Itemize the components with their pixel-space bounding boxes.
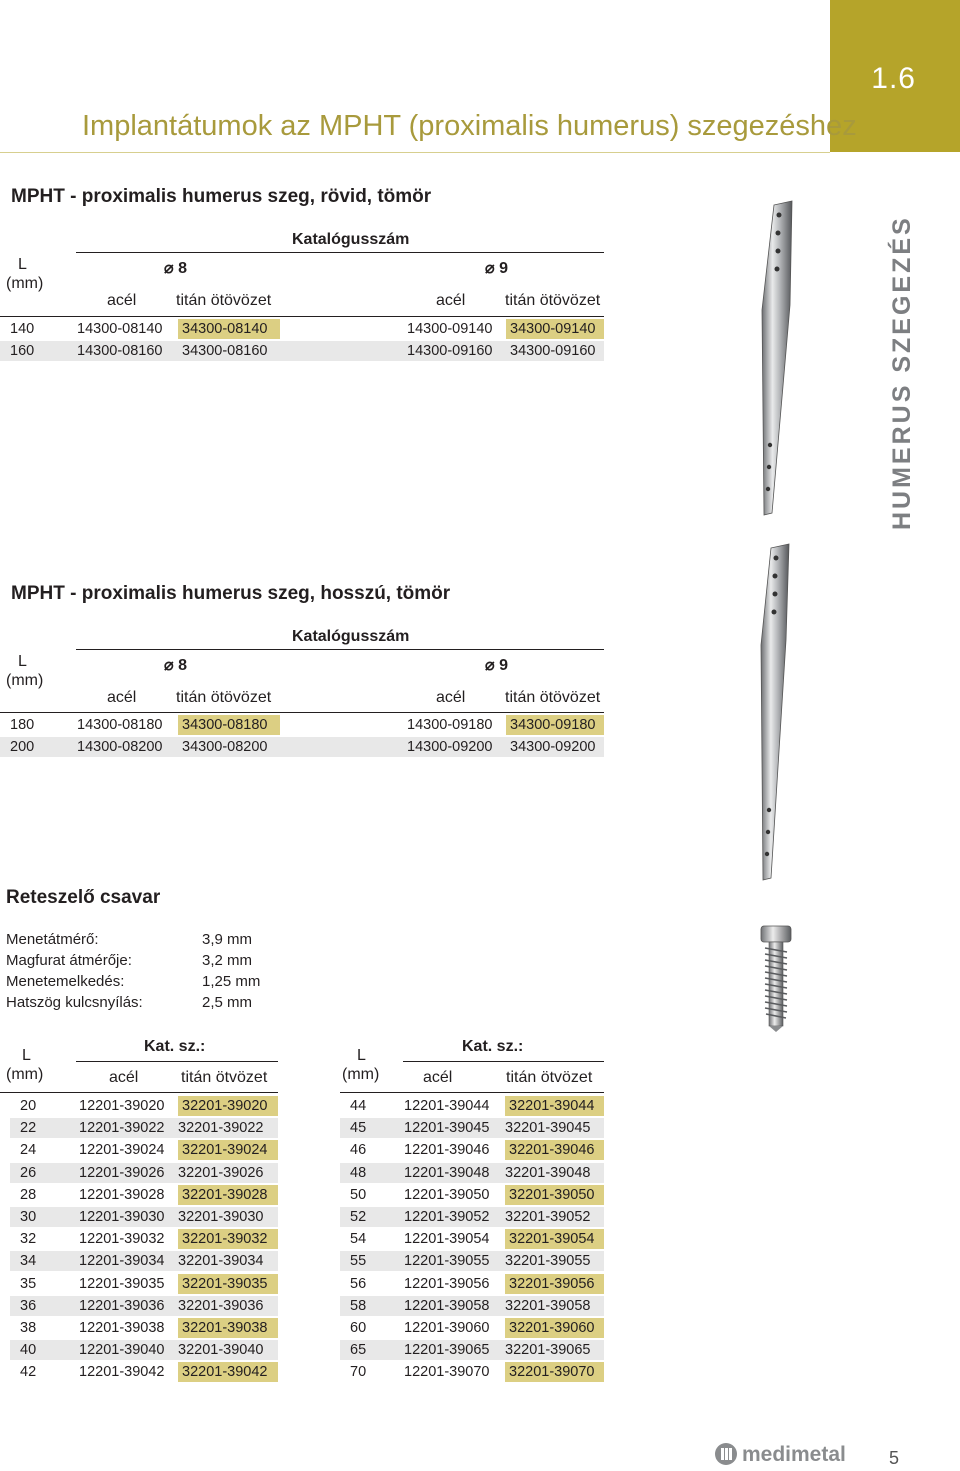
titan-cell: 32201-39055	[505, 1253, 591, 1270]
length-cell: 36	[20, 1297, 37, 1314]
titan-9-cell: 34300-09160	[510, 343, 596, 359]
col-titan: titán ötvözet	[506, 1069, 593, 1086]
titan-8-cell: 34300-08140	[178, 319, 280, 339]
steel-cell: 12201-39022	[79, 1120, 165, 1137]
col-steel-8: acél	[107, 689, 137, 706]
length-cell: 180	[10, 717, 35, 733]
spec-label: Hatszög kulcsnyílás:	[6, 994, 143, 1011]
long-nail-image	[745, 540, 805, 885]
steel-9-cell: 14300-09140	[407, 321, 493, 337]
titan-cell: 32201-39056	[505, 1274, 604, 1294]
steel-cell: 12201-39024	[79, 1142, 165, 1159]
catalog-header: Katalógusszám	[292, 231, 410, 248]
diameter-icon: ⌀	[485, 260, 495, 277]
steel-cell: 12201-39040	[79, 1342, 165, 1359]
titan-cell: 32201-39065	[505, 1342, 591, 1359]
length-cell: 30	[20, 1209, 37, 1225]
length-cell: 38	[20, 1320, 37, 1336]
length-unit-label: (mm)	[6, 275, 44, 292]
titan-9-cell: 34300-09180	[506, 715, 604, 735]
length-label: L	[357, 1047, 366, 1064]
length-cell: 140	[10, 321, 35, 337]
steel-cell: 12201-39070	[404, 1364, 490, 1381]
diameter-8-header: ⌀ 8	[164, 657, 187, 674]
chapter-number: 1.6	[871, 62, 916, 95]
col-steel-9: acél	[436, 292, 466, 309]
diameter-8-header: ⌀ 8	[164, 260, 187, 277]
titan-cell: 32201-39036	[178, 1297, 264, 1314]
spec-label: Magfurat átmérője:	[6, 952, 132, 969]
steel-9-cell: 14300-09160	[407, 343, 493, 359]
col-titan: titán ötvözet	[181, 1069, 268, 1086]
steel-cell: 12201-39056	[404, 1275, 490, 1292]
diameter-icon: ⌀	[164, 657, 174, 674]
steel-cell: 12201-39034	[79, 1253, 165, 1270]
titan-cell: 32201-39048	[505, 1164, 591, 1181]
length-label: L	[18, 256, 27, 273]
steel-8-cell: 14300-08140	[77, 321, 163, 337]
titan-cell: 32201-39040	[178, 1342, 264, 1359]
col-steel: acél	[423, 1069, 453, 1086]
page-title: Implantátumok az MPHT (proximalis humerus) szegezéshez	[82, 110, 857, 142]
titan-cell: 32201-39034	[178, 1253, 264, 1270]
side-section-label: HUMERUS SZEGEZÉS	[888, 215, 916, 530]
steel-cell: 12201-39060	[404, 1320, 490, 1336]
steel-cell: 12201-39042	[79, 1364, 165, 1381]
steel-cell: 12201-39045	[404, 1120, 490, 1137]
length-cell: 26	[20, 1164, 37, 1181]
length-cell: 34	[20, 1253, 37, 1270]
steel-cell: 12201-39054	[404, 1231, 490, 1248]
steel-cell: 12201-39058	[404, 1297, 490, 1314]
col-steel-8: acél	[107, 292, 137, 309]
table-rule	[0, 316, 604, 317]
col-steel-9: acél	[436, 689, 466, 706]
col-titan-9: titán ötövözet	[505, 292, 601, 309]
header-rule	[403, 1061, 604, 1062]
length-unit-label: (mm)	[6, 1066, 44, 1083]
titan-9-cell: 34300-09140	[506, 319, 604, 339]
titan-cell: 32201-39044	[505, 1096, 604, 1116]
steel-8-cell: 14300-08180	[77, 717, 163, 733]
titan-8-cell: 34300-08180	[178, 715, 280, 735]
titan-cell: 32201-39030	[178, 1209, 264, 1225]
col-titan-9: titán ötövözet	[505, 689, 601, 706]
length-cell: 48	[350, 1164, 367, 1181]
steel-cell: 12201-39036	[79, 1297, 165, 1314]
titan-9-cell: 34300-09200	[510, 739, 596, 755]
spec-label: Menetátmérő:	[6, 931, 99, 948]
length-cell: 42	[20, 1364, 37, 1381]
steel-cell: 12201-39052	[404, 1209, 490, 1225]
length-cell: 52	[350, 1209, 367, 1225]
steel-8-cell: 14300-08160	[77, 343, 163, 359]
diameter-9-header: ⌀ 9	[485, 657, 508, 674]
length-cell: 24	[20, 1142, 37, 1159]
kat-header: Kat. sz.:	[462, 1038, 524, 1055]
length-cell: 22	[20, 1120, 37, 1137]
length-unit-label: (mm)	[342, 1066, 380, 1083]
titan-cell: 32201-39042	[178, 1362, 278, 1382]
medimetal-logo-icon	[714, 1442, 738, 1466]
col-titan-8: titán ötövözet	[176, 292, 272, 309]
table-rule	[340, 1092, 604, 1093]
length-cell: 60	[350, 1320, 367, 1336]
titan-cell: 32201-39028	[178, 1185, 278, 1205]
titan-cell: 32201-39020	[178, 1096, 278, 1116]
steel-8-cell: 14300-08200	[77, 739, 163, 755]
length-cell: 20	[20, 1098, 37, 1114]
titan-cell: 32201-39038	[178, 1318, 278, 1338]
spec-label: Menetemelkedés:	[6, 973, 125, 990]
length-cell: 32	[20, 1231, 37, 1248]
steel-9-cell: 14300-09200	[407, 739, 493, 755]
steel-cell: 12201-39028	[79, 1186, 165, 1203]
length-label: L	[22, 1047, 31, 1064]
titan-8-cell: 34300-08200	[182, 739, 268, 755]
page-number: 5	[889, 1448, 900, 1468]
brand-name: medimetal	[742, 1443, 846, 1466]
titan-cell: 32201-39022	[178, 1120, 264, 1137]
steel-cell: 12201-39032	[79, 1231, 165, 1248]
col-steel: acél	[109, 1069, 139, 1086]
steel-cell: 12201-39030	[79, 1209, 165, 1225]
steel-9-cell: 14300-09180	[407, 717, 493, 733]
length-cell: 56	[350, 1275, 367, 1292]
short-nail-title: MPHT - proximalis humerus szeg, rövid, tömör	[11, 186, 432, 207]
table-rule	[0, 712, 604, 713]
col-titan-8: titán ötövözet	[176, 689, 272, 706]
titan-cell: 32201-39046	[505, 1140, 604, 1160]
spec-value: 3,9 mm	[202, 931, 253, 948]
steel-cell: 12201-39026	[79, 1164, 165, 1181]
length-cell: 65	[350, 1342, 367, 1359]
short-nail-image	[748, 195, 808, 525]
titan-cell: 32201-39060	[505, 1318, 604, 1338]
diameter-icon: ⌀	[164, 260, 174, 277]
titan-cell: 32201-39052	[505, 1209, 591, 1225]
titan-cell: 32201-39070	[505, 1362, 604, 1382]
header-rule	[76, 649, 604, 650]
screw-image	[752, 922, 802, 1034]
screw-title: Reteszelő csavar	[6, 887, 161, 908]
steel-cell: 12201-39044	[404, 1098, 490, 1114]
length-cell: 40	[20, 1342, 37, 1359]
steel-cell: 12201-39050	[404, 1186, 490, 1203]
length-cell: 28	[20, 1186, 37, 1203]
titan-cell: 32201-39035	[178, 1274, 278, 1294]
length-label: L	[18, 653, 27, 670]
length-cell: 55	[350, 1253, 367, 1270]
length-cell: 35	[20, 1275, 37, 1292]
kat-header: Kat. sz.:	[144, 1038, 206, 1055]
length-cell: 54	[350, 1231, 367, 1248]
catalog-header: Katalógusszám	[292, 628, 410, 645]
titan-cell: 32201-39050	[505, 1185, 604, 1205]
titan-8-cell: 34300-08160	[182, 343, 268, 359]
length-cell: 160	[10, 343, 35, 359]
titan-cell: 32201-39058	[505, 1297, 591, 1314]
header-rule	[76, 1061, 278, 1062]
steel-cell: 12201-39065	[404, 1342, 490, 1359]
steel-cell: 12201-39055	[404, 1253, 490, 1270]
spec-value: 2,5 mm	[202, 994, 253, 1011]
length-cell: 45	[350, 1120, 367, 1137]
diameter-icon: ⌀	[485, 657, 495, 674]
diameter-9-header: ⌀ 9	[485, 260, 508, 277]
header-rule	[76, 252, 604, 253]
titan-cell: 32201-39045	[505, 1120, 591, 1137]
spec-value: 3,2 mm	[202, 952, 253, 969]
length-cell: 58	[350, 1297, 367, 1314]
titan-cell: 32201-39024	[178, 1140, 278, 1160]
titan-cell: 32201-39032	[178, 1229, 278, 1249]
length-cell: 70	[350, 1364, 367, 1381]
table-rule	[0, 1092, 278, 1093]
length-cell: 44	[350, 1098, 367, 1114]
length-unit-label: (mm)	[6, 672, 44, 689]
long-nail-title: MPHT - proximalis humerus szeg, hosszú, tömör	[11, 583, 451, 604]
title-divider	[0, 152, 830, 153]
titan-cell: 32201-39026	[178, 1164, 264, 1181]
length-cell: 46	[350, 1142, 367, 1159]
length-cell: 200	[10, 739, 35, 755]
steel-cell: 12201-39038	[79, 1320, 165, 1336]
titan-cell: 32201-39054	[505, 1229, 604, 1249]
steel-cell: 12201-39035	[79, 1275, 165, 1292]
steel-cell: 12201-39048	[404, 1164, 490, 1181]
spec-value: 1,25 mm	[202, 973, 261, 990]
steel-cell: 12201-39046	[404, 1142, 490, 1159]
length-cell: 50	[350, 1186, 367, 1203]
steel-cell: 12201-39020	[79, 1098, 165, 1114]
